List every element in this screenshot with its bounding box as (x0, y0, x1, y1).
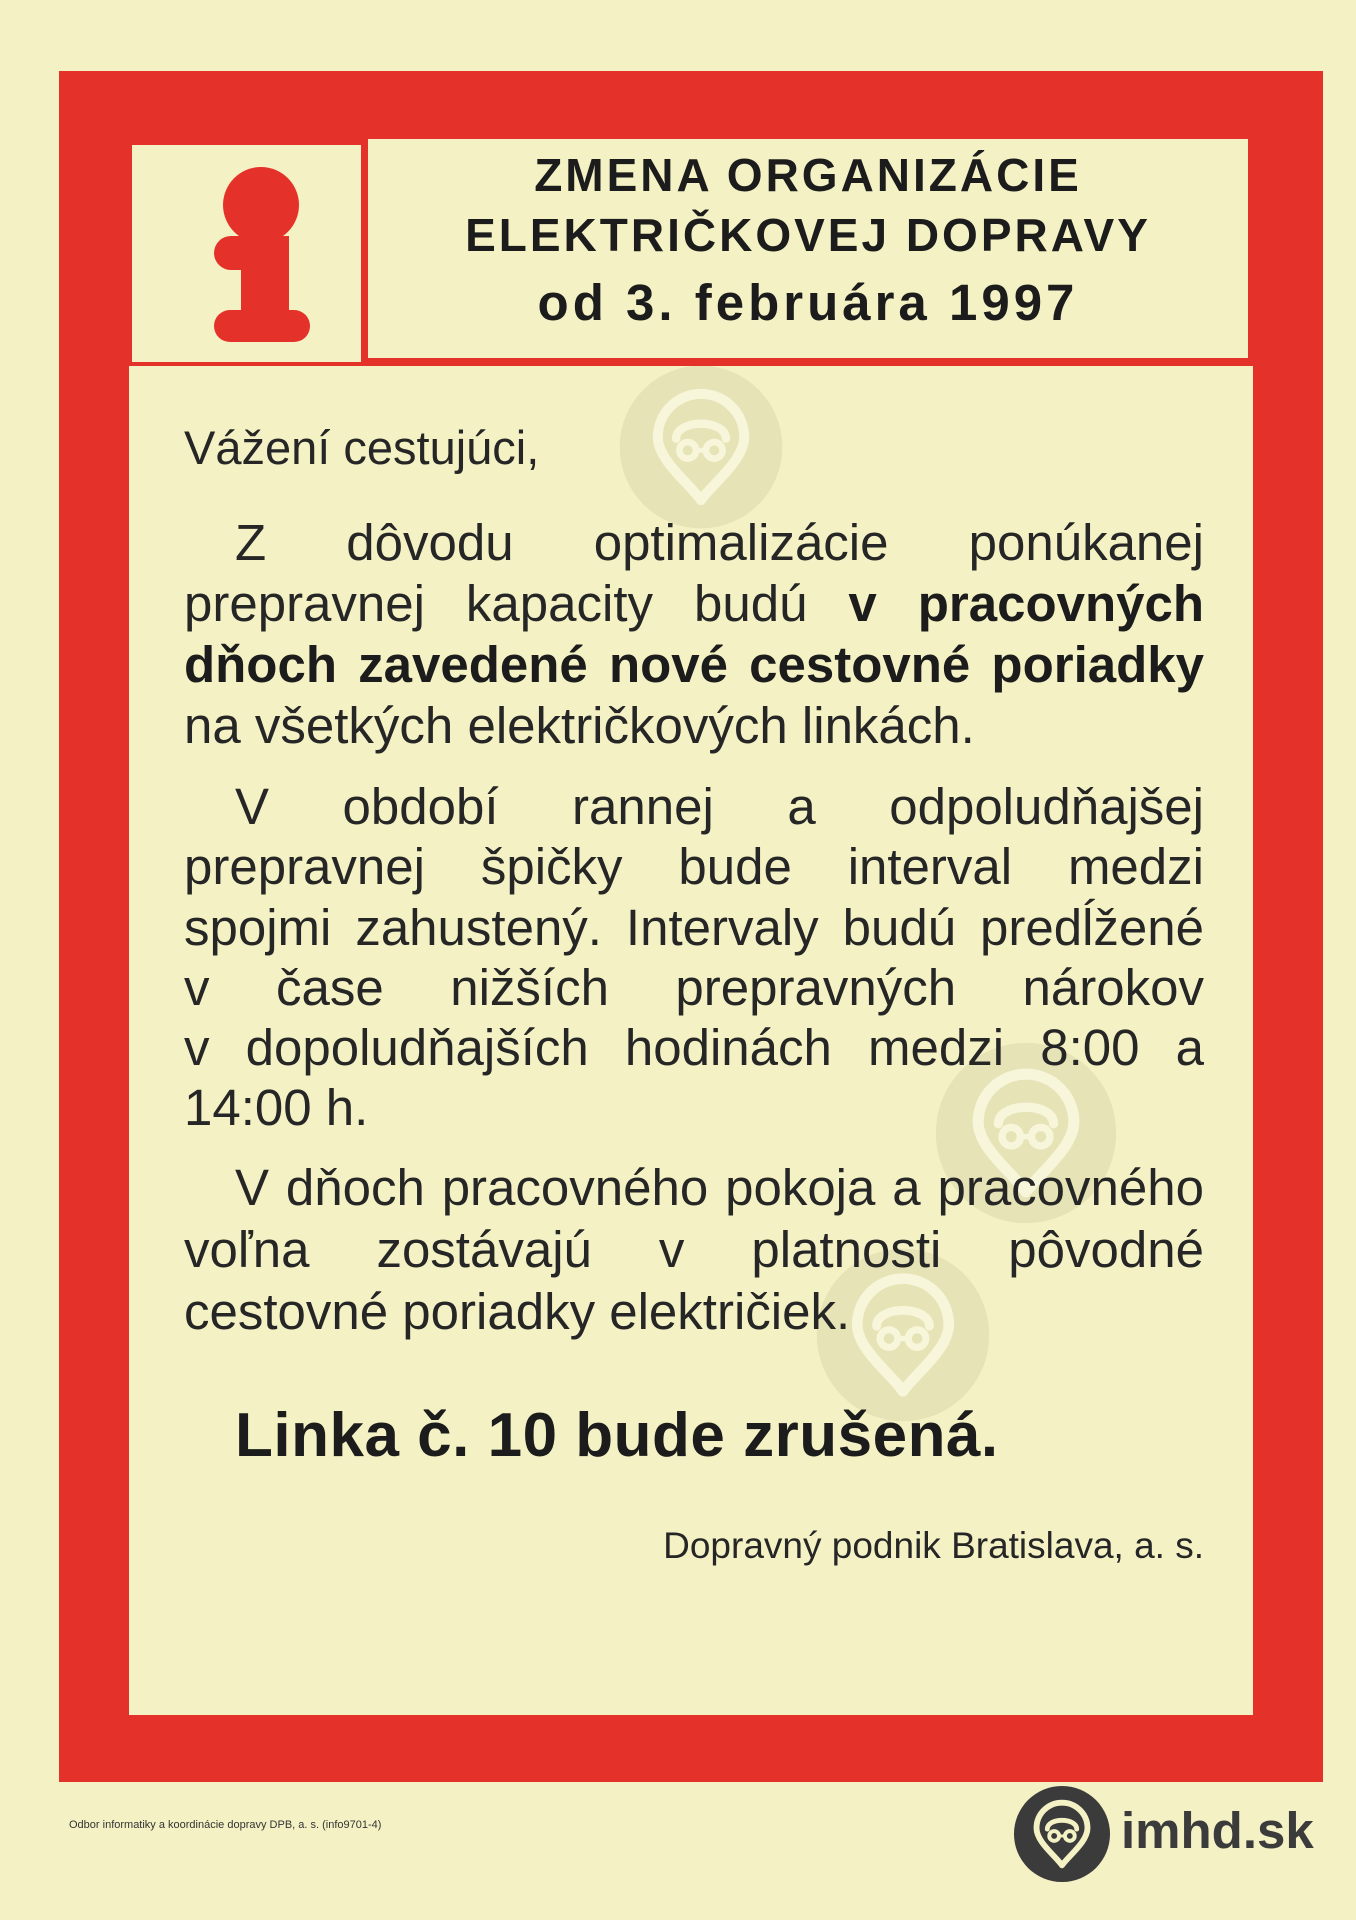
text-line (184, 573, 1204, 634)
text-segment: na všetkých električkových linkách. (184, 697, 975, 754)
title-panel (368, 139, 1248, 358)
info-icon (132, 145, 361, 362)
title-date-line: od 3. februára 1997 (537, 274, 1079, 331)
imhd-pin-icon (1013, 1785, 1111, 1883)
salutation: Vážení cestujúci, (184, 421, 540, 474)
info-icon-box (132, 145, 361, 362)
text-segment: V období rannej a odpoludňajšej (235, 778, 1204, 835)
text-line (184, 958, 1204, 1018)
signature: Dopravný podnik Bratislava, a. s. (663, 1525, 1204, 1566)
text-line (184, 1157, 1204, 1219)
text-line (184, 1281, 1204, 1343)
paragraph-timetables (184, 512, 1204, 756)
text-segment: v dopoludňajších hodinách medzi 8:00 a (184, 1019, 1204, 1077)
paragraph-weekends (184, 1157, 1204, 1343)
title-line-1: ZMENA ORGANIZÁCIE (534, 149, 1082, 201)
emphasis-text: dňoch zavedené nové cestovné poriadky (184, 636, 1204, 693)
paragraph-intervals (184, 777, 1204, 1139)
text-line (184, 695, 1204, 756)
imhd-logo-text: imhd.sk (1121, 1802, 1314, 1859)
watermark-imhd-pin-icon (618, 366, 784, 530)
text-line (184, 837, 1204, 897)
text-line (184, 1018, 1204, 1078)
text-line (184, 634, 1204, 695)
text-segment: 14:00 h. (184, 1079, 369, 1137)
text-segment: prepravnej kapacity budú (184, 575, 808, 632)
text-segment: prepravnej špičky bude interval medzi (184, 838, 1204, 896)
emphasis-text: v pracovných (848, 575, 1205, 632)
text-line (184, 1219, 1204, 1281)
text-line (184, 898, 1204, 958)
text-segment: V dňoch pracovného pokoja a pracovného (235, 1159, 1204, 1216)
text-line (184, 1078, 1204, 1138)
text-segment: Z dôvodu optimalizácie ponúkanej (235, 514, 1204, 571)
text-segment: spojmi zahustený. Intervaly budú predĺžené (184, 898, 1204, 956)
footer-imprint: Odbor informatiky a koordinácie dopravy DPB, a. s. (info9701-4) (69, 1819, 382, 1831)
title-line-2: ELEKTRIČKOVEJ DOPRAVY (465, 209, 1151, 261)
text-line (184, 777, 1204, 837)
text-segment: v čase nižších prepravných nárokov (184, 958, 1204, 1016)
text-line (184, 512, 1204, 573)
text-segment: voľna zostávajú v platnosti pôvodné (184, 1221, 1204, 1278)
line-cancellation-announcement: Linka č. 10 bude zrušená. (235, 1401, 999, 1470)
text-segment: cestovné poriadky električiek. (184, 1283, 851, 1340)
